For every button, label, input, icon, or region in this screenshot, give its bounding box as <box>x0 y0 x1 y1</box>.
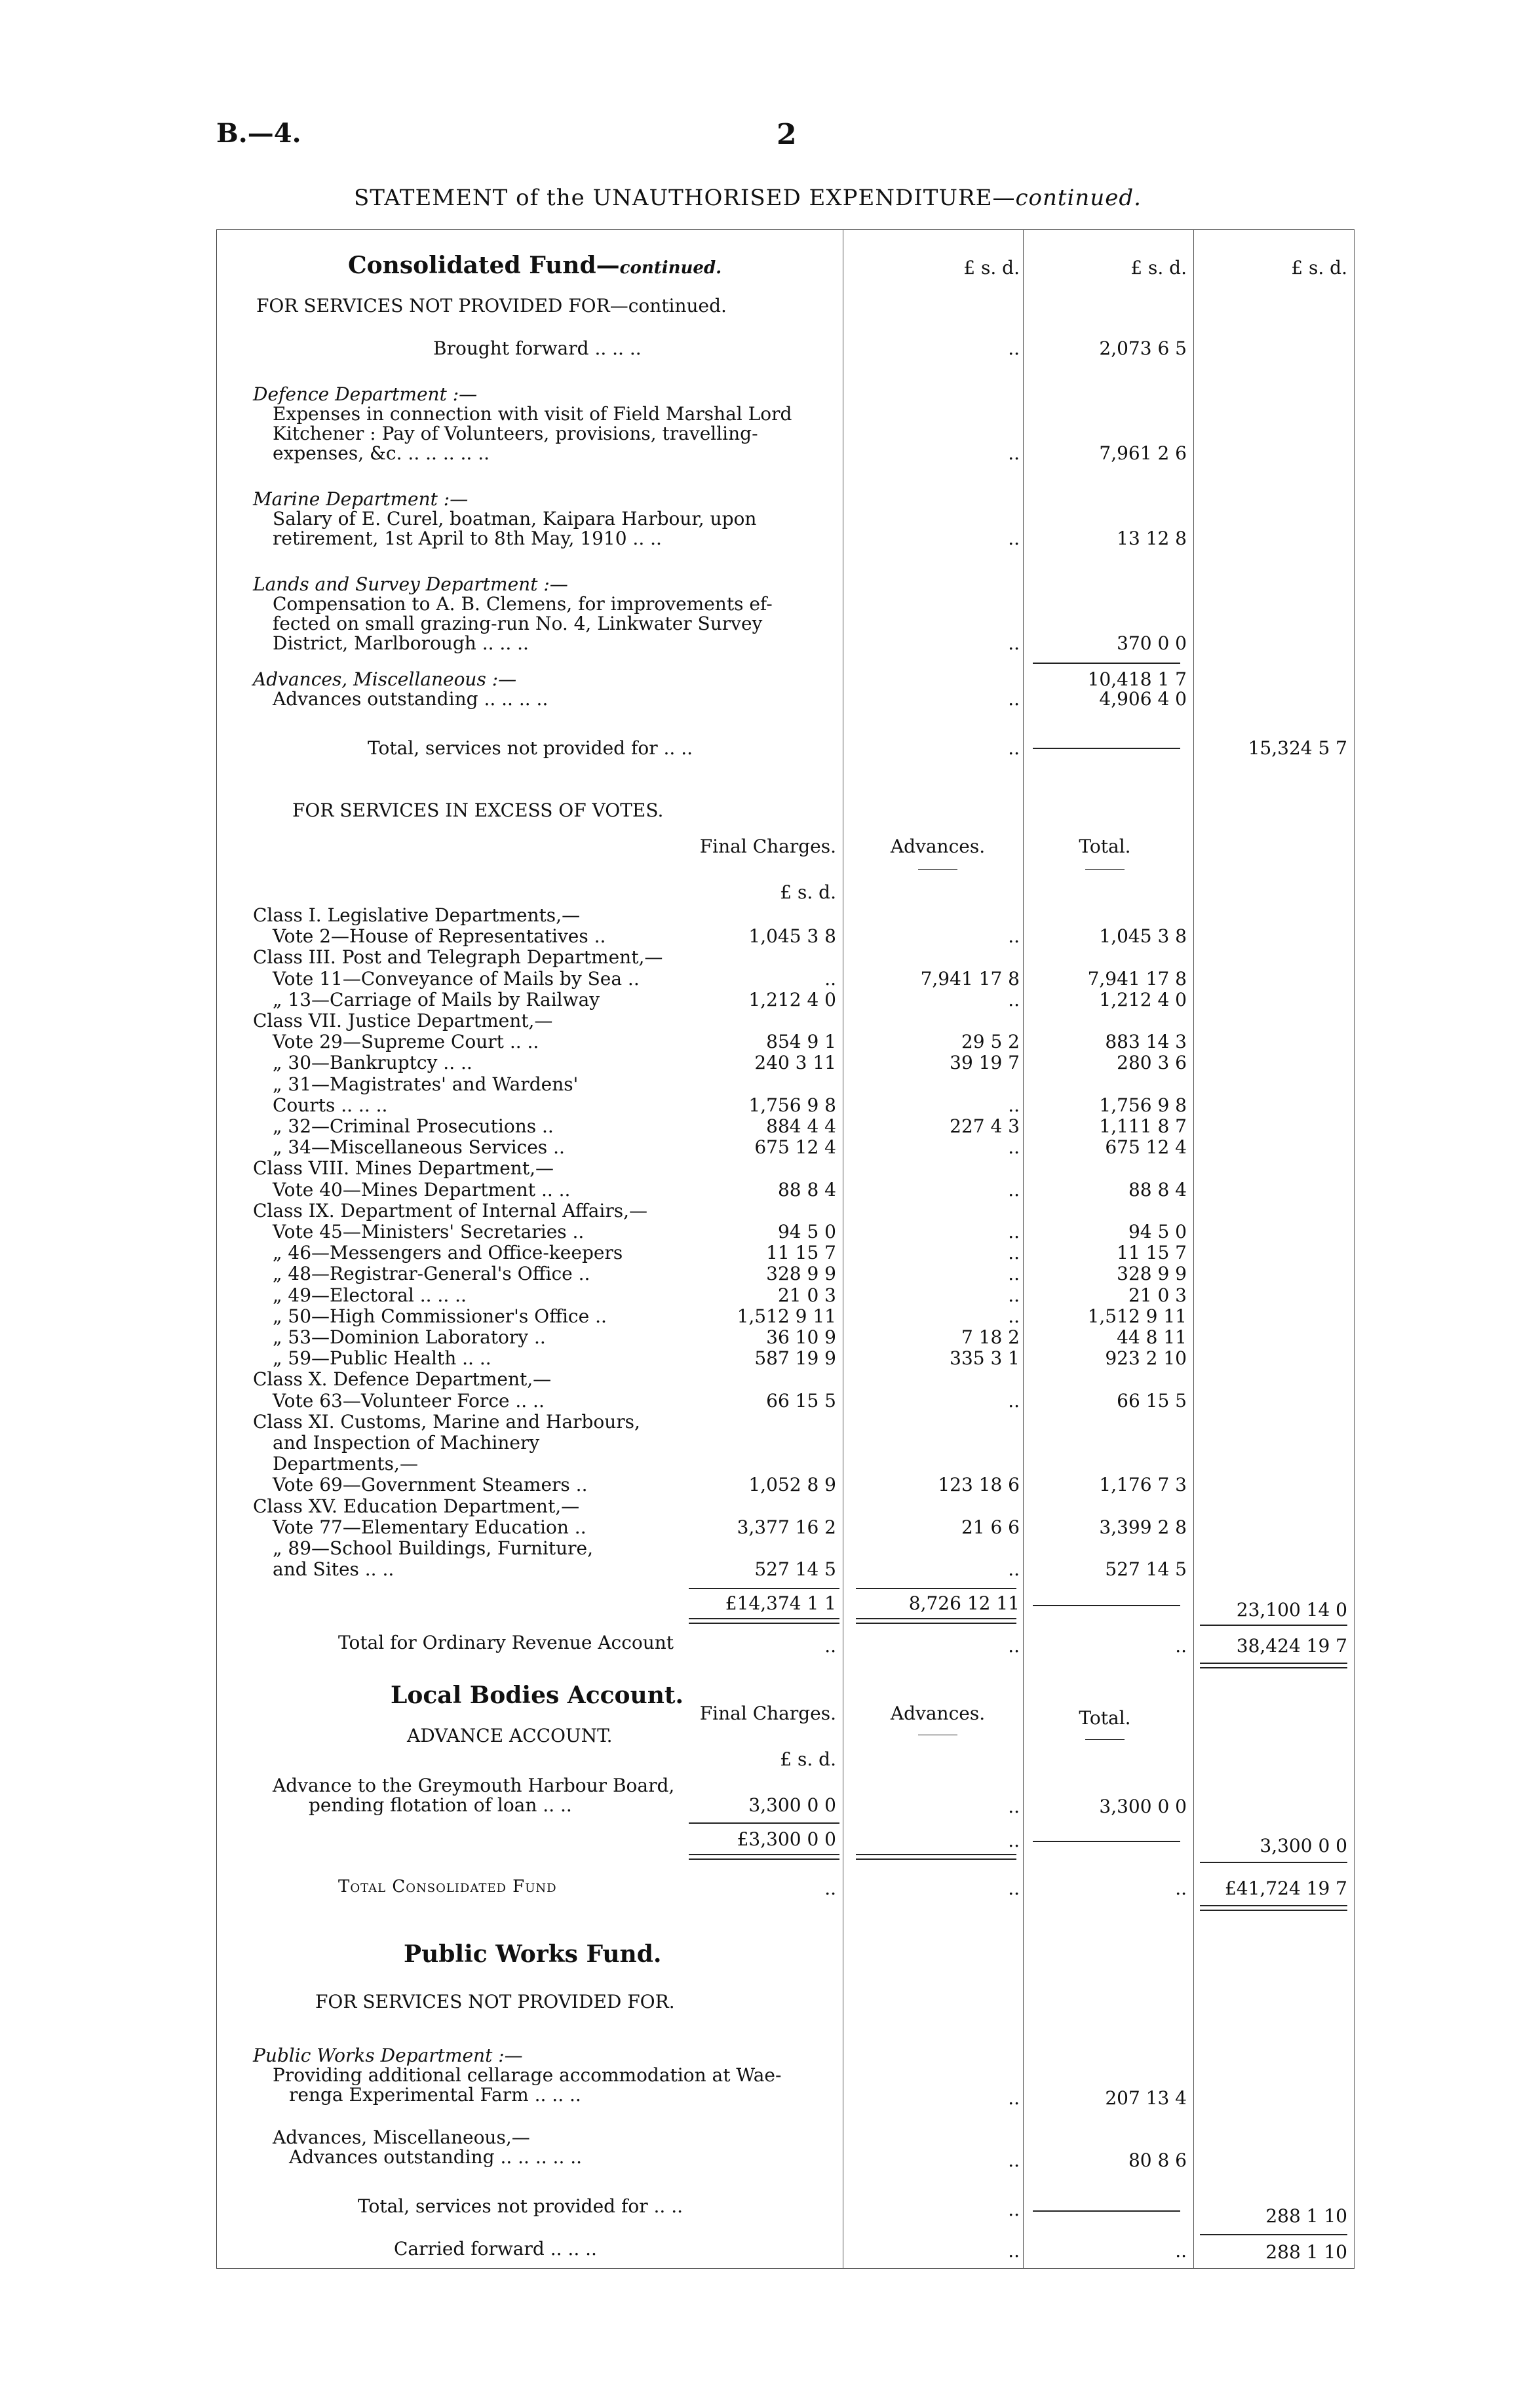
cell-c1: 587 19 9 <box>754 1347 836 1369</box>
item-text: Expenses in connection with visit of Field Marshal Lord <box>273 403 792 425</box>
rule <box>689 1854 839 1860</box>
rule <box>1033 2210 1180 2212</box>
cell-c2: 29 5 2 <box>961 1031 1020 1052</box>
money-head: £ s. d. <box>963 257 1020 279</box>
column-head-advances: Advances. <box>890 836 986 857</box>
cell: .. <box>1008 528 1020 549</box>
rule <box>1033 1841 1180 1842</box>
column-head-advances: Advances. <box>890 1703 986 1724</box>
class-heading: Class X. Defence Department,— <box>253 1368 552 1390</box>
cell-c1: 94 5 0 <box>777 1221 836 1242</box>
vote-label: „ 34—Miscellaneous Services .. <box>273 1136 565 1158</box>
cell-c1: 1,212 4 0 <box>748 989 836 1011</box>
vote-label: Vote 40—Mines Department .. .. <box>273 1179 571 1201</box>
section-heading: Public Works Fund. <box>404 1940 662 1968</box>
sub-heading: ADVANCE ACCOUNT. <box>407 1725 613 1746</box>
cell: £14,374 1 1 <box>725 1592 836 1614</box>
cell: .. <box>1008 1635 1020 1657</box>
cell-c3: 675 12 4 <box>1105 1136 1187 1158</box>
vote-label: Departments,— <box>273 1453 418 1474</box>
cell: .. <box>1008 2240 1020 2262</box>
cell-c2: 123 18 6 <box>938 1474 1020 1495</box>
sub-heading: FOR SERVICES NOT PROVIDED FOR—continued. <box>256 295 727 317</box>
rule <box>689 1618 839 1624</box>
class-heading: Class III. Post and Telegraph Department,— <box>253 946 663 968</box>
cell-c2: .. <box>1008 1242 1020 1263</box>
class-heading: Class IX. Department of Internal Affairs,— <box>253 1200 648 1222</box>
cell-c2: .. <box>1008 1263 1020 1284</box>
cell: 2,073 6 5 <box>1099 337 1187 359</box>
cell: .. <box>1008 2199 1020 2220</box>
money-head: £ s. d. <box>1130 257 1187 279</box>
rule <box>1085 869 1125 870</box>
item-text: pending flotation of loan .. .. <box>309 1794 572 1816</box>
item-text: Salary of E. Curel, boatman, Kaipara Harbour, upon <box>273 508 757 530</box>
cell: 370 0 0 <box>1117 632 1187 654</box>
cell-c2: .. <box>1008 1558 1020 1580</box>
cell: 15,324 5 7 <box>1248 737 1347 759</box>
cell-c2: 21 6 6 <box>961 1516 1020 1538</box>
vote-label: and Inspection of Machinery <box>273 1432 540 1454</box>
cell-c1: 66 15 5 <box>766 1390 836 1412</box>
vote-label: „ 49—Electoral .. .. .. <box>273 1284 467 1306</box>
rule <box>856 1618 1016 1624</box>
cell: .. <box>1008 442 1020 464</box>
cell-c2: 39 19 7 <box>950 1052 1020 1073</box>
cell-c3: 21 0 3 <box>1128 1284 1187 1306</box>
cell-c1: 36 10 9 <box>766 1326 836 1348</box>
vote-label: „ 53—Dominion Laboratory .. <box>273 1326 546 1348</box>
vote-label: „ 30—Bankruptcy .. .. <box>273 1052 472 1073</box>
vote-label: „ 50—High Commissioner's Office .. <box>273 1305 607 1327</box>
expenditure-ledger <box>216 229 1355 2269</box>
rule <box>689 1822 839 1824</box>
cell: .. <box>1008 737 1020 759</box>
cell-c1: 1,756 9 8 <box>748 1094 836 1116</box>
cell: 3,300 0 0 <box>1099 1796 1187 1817</box>
vote-label: Vote 69—Government Steamers .. <box>273 1474 588 1495</box>
vote-label: „ 46—Messengers and Office-keepers <box>273 1242 623 1263</box>
total-label: Total, services not provided for .. .. <box>358 2195 683 2217</box>
money-head: £ s. d. <box>1291 257 1347 279</box>
cell: .. <box>1008 2149 1020 2171</box>
cell: £3,300 0 0 <box>737 1828 836 1850</box>
cell: .. <box>1008 2087 1020 2109</box>
cell-c2: .. <box>1008 1179 1020 1201</box>
cell-c3: 7,941 17 8 <box>1087 968 1187 990</box>
vote-label: Vote 2—House of Representatives .. <box>273 925 606 947</box>
column-divider <box>1193 230 1194 2268</box>
cell: 4,906 4 0 <box>1099 688 1187 710</box>
cell: 207 13 4 <box>1105 2087 1187 2109</box>
money-head: £ s. d. <box>780 1748 836 1770</box>
item-text: Advance to the Greymouth Harbour Board, <box>273 1775 675 1796</box>
column-head-final: Final Charges. <box>699 836 836 857</box>
page-number: 2 <box>777 118 797 151</box>
class-heading: Class I. Legislative Departments,— <box>253 904 581 926</box>
cell: .. <box>1008 632 1020 654</box>
cell: .. <box>1008 337 1020 359</box>
cell-c3: 1,045 3 8 <box>1099 925 1187 947</box>
cell-c1: .. <box>824 968 836 990</box>
rule <box>1200 2234 1347 2235</box>
section-heading: Consolidated Fund—continued. <box>348 252 722 279</box>
vote-label: „ 48—Registrar-General's Office .. <box>273 1263 590 1284</box>
cell-c2: .. <box>1008 1221 1020 1242</box>
rule <box>1200 1862 1347 1863</box>
item-text: retirement, 1st April to 8th May, 1910 .. .. <box>273 528 662 549</box>
cell: 38,424 19 7 <box>1236 1635 1347 1657</box>
cell: .. <box>1175 1635 1187 1657</box>
cell-c1: 1,045 3 8 <box>748 925 836 947</box>
vote-label: Vote 29—Supreme Court .. .. <box>273 1031 539 1052</box>
cell-c2: .. <box>1008 1136 1020 1158</box>
rule <box>1200 1625 1347 1626</box>
cell-c3: 328 9 9 <box>1117 1263 1187 1284</box>
rule <box>1200 1663 1347 1668</box>
class-heading: Class VII. Justice Department,— <box>253 1010 553 1031</box>
cell-c2: 7,941 17 8 <box>920 968 1020 990</box>
item-text: Advances outstanding .. .. .. .. .. <box>289 2146 583 2168</box>
cell-c3: 66 15 5 <box>1117 1390 1187 1412</box>
item-text: Compensation to A. B. Clemens, for improvements ef- <box>273 593 773 615</box>
cell-c3: 1,176 7 3 <box>1099 1474 1187 1495</box>
section-heading: Local Bodies Account. <box>391 1682 684 1709</box>
department-name: Defence Department :— <box>253 383 478 405</box>
cell: .. <box>1175 2240 1187 2262</box>
cell-c3: 94 5 0 <box>1128 1221 1187 1242</box>
vote-label: „ 32—Criminal Prosecutions .. <box>273 1115 554 1137</box>
class-heading: Class XV. Education Department,— <box>253 1495 580 1517</box>
department-name: Marine Department :— <box>253 488 469 510</box>
cell: 288 1 10 <box>1265 2241 1347 2263</box>
cell-c3: 1,756 9 8 <box>1099 1094 1187 1116</box>
cell-c3: 3,399 2 8 <box>1099 1516 1187 1538</box>
money-head: £ s. d. <box>780 881 836 903</box>
item-text: Providing additional cellarage accommodation at Wae- <box>273 2064 782 2086</box>
rule <box>856 1854 1016 1860</box>
cell-c3: 923 2 10 <box>1105 1347 1187 1369</box>
cell-c3: 88 8 4 <box>1128 1179 1187 1201</box>
cell: 23,100 14 0 <box>1236 1599 1347 1621</box>
cell-c1: 527 14 5 <box>754 1558 836 1580</box>
cell-c3: 280 3 6 <box>1117 1052 1187 1073</box>
cell: .. <box>1008 688 1020 710</box>
department-name: Advances, Miscellaneous :— <box>253 668 517 690</box>
column-head-total: Total. <box>1079 836 1131 857</box>
cell-c3: 11 15 7 <box>1117 1242 1187 1263</box>
rule <box>1033 1605 1180 1606</box>
brought-forward-label: Brought forward .. .. .. <box>433 337 642 359</box>
item-text: Kitchener : Pay of Volunteers, provisions, travelling- <box>273 423 758 444</box>
vote-label: Courts .. .. .. <box>273 1094 388 1116</box>
rule <box>689 1588 839 1589</box>
vote-label: and Sites .. .. <box>273 1558 395 1580</box>
cell: 80 8 6 <box>1128 2149 1187 2171</box>
cell: 7,961 2 6 <box>1099 442 1187 464</box>
cell-c1: 884 4 4 <box>766 1115 836 1137</box>
cell: .. <box>1008 1830 1020 1851</box>
rule <box>1085 1739 1125 1740</box>
page-title: STATEMENT of the UNAUTHORISED EXPENDITURE—continued. <box>354 185 1142 211</box>
total-label: Total, services not provided for .. .. <box>368 737 693 759</box>
cell-c2: 7 18 2 <box>961 1326 1020 1348</box>
vote-label: „ 13—Carriage of Mails by Railway <box>273 989 600 1011</box>
cell: £41,724 19 7 <box>1224 1877 1347 1899</box>
cell-c1: 1,052 8 9 <box>748 1474 836 1495</box>
department-name: Advances, Miscellaneous,— <box>273 2127 530 2148</box>
item-text: fected on small grazing-run No. 4, Linkwater Survey <box>273 613 763 634</box>
class-heading: Class VIII. Mines Department,— <box>253 1157 554 1179</box>
cell-c3: 527 14 5 <box>1105 1558 1187 1580</box>
cell: .. <box>1175 1877 1187 1899</box>
cell-c2: 335 3 1 <box>950 1347 1020 1369</box>
vote-label: „ 31—Magistrates' and Wardens' <box>273 1073 579 1095</box>
vote-label: Vote 45—Ministers' Secretaries .. <box>273 1221 585 1242</box>
cell-c1: 854 9 1 <box>766 1031 836 1052</box>
cell-c2: .. <box>1008 1094 1020 1116</box>
cell-c1: 1,512 9 11 <box>737 1305 836 1327</box>
cell-c3: 883 14 3 <box>1105 1031 1187 1052</box>
cell: 13 12 8 <box>1117 528 1187 549</box>
department-name: Public Works Department :— <box>253 2045 523 2066</box>
item-text: District, Marlborough .. .. .. <box>273 632 529 654</box>
rule <box>1033 663 1180 664</box>
cell-c2: .. <box>1008 1390 1020 1412</box>
rule <box>856 1588 1016 1589</box>
rule <box>1200 1905 1347 1911</box>
cell: 8,726 12 11 <box>908 1592 1020 1614</box>
cell-c1: 21 0 3 <box>777 1284 836 1306</box>
column-head-final: Final Charges. <box>699 1703 836 1724</box>
vote-label: „ 59—Public Health .. .. <box>273 1347 491 1369</box>
cell: .. <box>1008 1796 1020 1817</box>
cell: 10,418 1 7 <box>1087 668 1187 690</box>
cell-c2: .. <box>1008 1305 1020 1327</box>
item-text: Advances outstanding .. .. .. .. <box>273 688 549 710</box>
report-code: B.—4. <box>216 118 301 149</box>
vote-label: „ 89—School Buildings, Furniture, <box>273 1537 594 1559</box>
class-heading: Class XI. Customs, Marine and Harbours, <box>253 1411 640 1433</box>
total-label: Total Consolidated Fund <box>338 1877 557 1897</box>
cell: 3,300 0 0 <box>1260 1835 1347 1857</box>
cell-c1: 328 9 9 <box>766 1263 836 1284</box>
sub-heading: FOR SERVICES IN EXCESS OF VOTES. <box>292 799 664 821</box>
cell: 3,300 0 0 <box>748 1794 836 1816</box>
cell: .. <box>824 1877 836 1899</box>
cell-c1: 675 12 4 <box>754 1136 836 1158</box>
carried-forward-label: Carried forward .. .. .. <box>394 2238 597 2260</box>
cell-c1: 11 15 7 <box>766 1242 836 1263</box>
cell-c2: 227 4 3 <box>950 1115 1020 1137</box>
rule <box>1033 748 1180 749</box>
cell-c2: .. <box>1008 925 1020 947</box>
cell-c1: 88 8 4 <box>777 1179 836 1201</box>
cell-c3: 1,111 8 7 <box>1099 1115 1187 1137</box>
cell-c3: 1,212 4 0 <box>1099 989 1187 1011</box>
total-label: Total for Ordinary Revenue Account <box>338 1632 674 1653</box>
rule <box>918 869 957 870</box>
column-divider <box>1354 230 1355 2268</box>
sub-heading: FOR SERVICES NOT PROVIDED FOR. <box>315 1991 675 2012</box>
item-text: expenses, &c. .. .. .. .. .. <box>273 442 490 464</box>
cell-c1: 3,377 16 2 <box>737 1516 836 1538</box>
cell-c2: .. <box>1008 989 1020 1011</box>
vote-label: Vote 11—Conveyance of Mails by Sea .. <box>273 968 640 990</box>
cell-c3: 44 8 11 <box>1117 1326 1187 1348</box>
department-name: Lands and Survey Department :— <box>253 573 568 595</box>
vote-label: Vote 77—Elementary Education .. <box>273 1516 587 1538</box>
column-divider <box>1023 230 1024 2268</box>
cell-c3: 1,512 9 11 <box>1087 1305 1187 1327</box>
cell-c1: 240 3 11 <box>754 1052 836 1073</box>
item-text: renga Experimental Farm .. .. .. <box>289 2084 581 2106</box>
cell: .. <box>1008 1877 1020 1899</box>
cell: .. <box>824 1635 836 1657</box>
cell: 288 1 10 <box>1265 2205 1347 2227</box>
vote-label: Vote 63—Volunteer Force .. .. <box>273 1390 545 1412</box>
column-head-total: Total. <box>1079 1707 1131 1729</box>
cell-c2: .. <box>1008 1284 1020 1306</box>
